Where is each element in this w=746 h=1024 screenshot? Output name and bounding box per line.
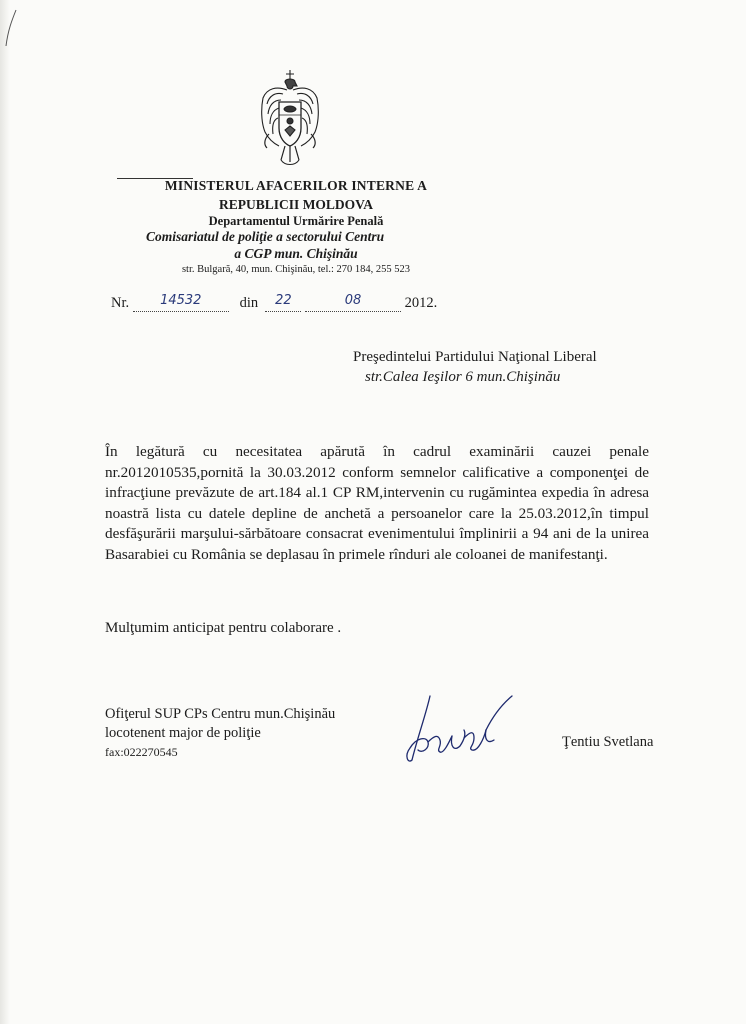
nr-label: Nr.: [111, 295, 130, 311]
moldova-coat-of-arms-icon: [255, 68, 325, 172]
closing-thanks: Mulţumim anticipat pentru colaborare .: [105, 620, 342, 636]
signer-name: Ţentiu Svetlana: [562, 734, 654, 750]
month-field: [305, 295, 401, 312]
letter-body: [105, 442, 649, 566]
officer-position: Ofiţerul SUP CPs Centru mun.Chişinău: [105, 706, 336, 722]
officer-block: [105, 705, 335, 762]
header-address: str. Bulgară, 40, mun. Chişinău, tel.: 270 184, 255 523: [181, 264, 411, 275]
officer-fax: fax:022270545: [105, 745, 178, 759]
reference-line: [111, 295, 437, 312]
nr-value: 14532: [160, 293, 202, 308]
nr-field: [133, 295, 229, 312]
day-value: 22: [275, 293, 292, 308]
commissariat-line-2: a CGP mun. Chişinău: [234, 246, 358, 261]
handwritten-signature: [400, 690, 525, 770]
date-label: din: [239, 295, 259, 311]
day-field: [265, 295, 301, 312]
month-value: 08: [344, 293, 362, 308]
year-value: 2012.: [404, 295, 438, 311]
recipient-title: Preşedintelui Partidului Naţional Liberal: [353, 349, 597, 365]
body-paragraph: În legătură cu necesitatea apărută în cadrul examinării cauzei penale nr.2012010535,pornită la 30.03.2012 conform semnelor calificative a componenţei de infracţiune prevăzute de art.184 al.1 CP RM,intervenin cu rugămintea expedia în adresa noastră lista cu datele depline de anchetă a persoanelor care la 25.03.2012,în timpul desfăşurării marşului-sărbătoare consacrat evenimentului împlinirii a 94 ani de la unirea Basarabiei cu România se deplasau în primele rînduri ale coloanei de manifestanţi.: [105, 443, 649, 563]
ministry-name-line-2: REPUBLICII MOLDOVA: [219, 197, 373, 212]
commissariat-line-1: Comisariatul de poliţie a sectorului Centru: [146, 229, 385, 244]
officer-rank: locotenent major de poliţie: [105, 725, 261, 741]
ministry-name-line-1: MINISTERUL AFACERILOR INTERNE A: [164, 178, 428, 193]
department-name: Departamentul Urmărire Penală: [208, 214, 384, 228]
scan-edge-shadow: [0, 0, 10, 1024]
pen-mark-icon: [2, 8, 24, 48]
recipient-address: str.Calea Ieşilor 6 mun.Chişinău: [365, 369, 561, 385]
